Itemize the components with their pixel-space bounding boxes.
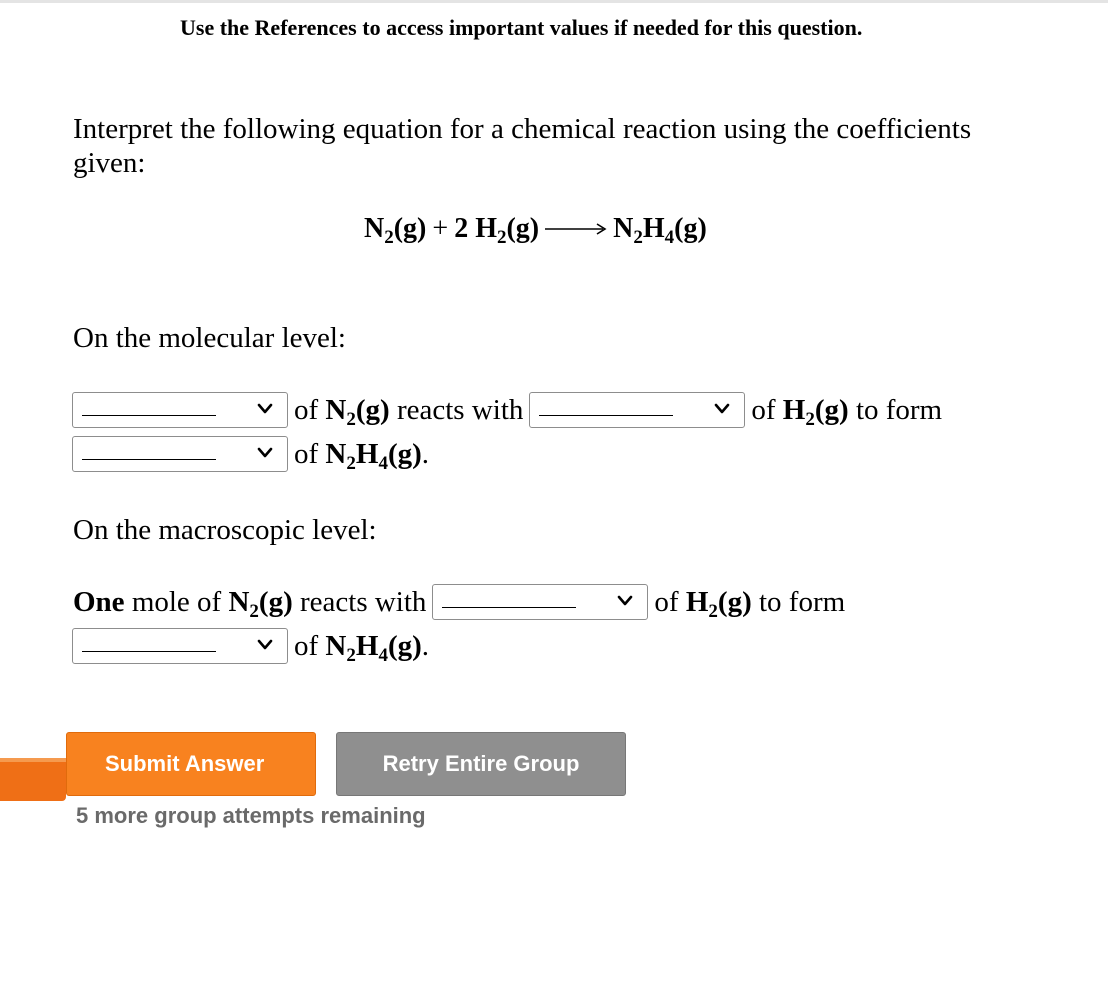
molecular-row-2 (72, 436, 429, 472)
molecular-n2h4-amount-select[interactable] (72, 436, 288, 472)
text-period: . (421, 629, 430, 662)
molecular-row-1 (72, 392, 942, 428)
reaction-arrow-icon (545, 222, 607, 236)
macroscopic-row-1 (73, 584, 845, 620)
text-mole-of: mole of (131, 585, 222, 618)
eq-plus: + (432, 213, 449, 244)
text-reacts-with: reacts with (396, 393, 524, 426)
chevron-down-icon (257, 639, 273, 651)
retry-entire-group-button[interactable]: Retry Entire Group (336, 732, 626, 796)
eq-product: $N_2H_4(g)$ (613, 213, 707, 248)
text-of: of (654, 585, 679, 618)
macroscopic-h2-amount-select[interactable] (432, 584, 648, 620)
chevron-down-icon (257, 403, 273, 415)
macroscopic-row-2 (72, 628, 429, 664)
eq-coefficient: 2 (454, 213, 469, 244)
text-of: of (294, 393, 319, 426)
top-divider (0, 0, 1108, 3)
submit-answer-button[interactable]: Submit Answer (66, 732, 316, 796)
eq-reactant2: $H_2(g)$ (475, 213, 540, 248)
chem-h2: $H_2(g)$ (685, 585, 752, 622)
text-of: of (294, 437, 319, 470)
text-one: One (73, 585, 125, 618)
macroscopic-n2h4-amount-select[interactable] (72, 628, 288, 664)
blank-line (82, 459, 216, 460)
molecular-n2-amount-select[interactable] (72, 392, 288, 428)
references-note: Use the References to access important values if needed for this question. (180, 15, 863, 40)
chevron-down-icon (617, 595, 633, 607)
chem-n2: $N_2(g)$ (325, 393, 390, 430)
chem-n2: $N_2(g)$ (228, 585, 293, 622)
text-period: . (421, 437, 430, 470)
chevron-down-icon (714, 403, 730, 415)
chevron-down-icon (257, 447, 273, 459)
macroscopic-level-label: On the macroscopic level: (73, 514, 377, 546)
text-of: of (751, 393, 776, 426)
text-of: of (294, 629, 319, 662)
chemical-equation (364, 213, 707, 248)
blank-line (442, 607, 576, 608)
eq-reactant1: $N_2(g)$ (364, 213, 427, 248)
attempts-remaining: 5 more group attempts remaining (76, 803, 426, 828)
chem-h2: $H_2(g)$ (782, 393, 849, 430)
blank-line (82, 651, 216, 652)
text-to-form: to form (855, 393, 943, 426)
molecular-level-label: On the molecular level: (73, 322, 346, 354)
text-to-form: to form (758, 585, 846, 618)
side-tab-accent (0, 758, 66, 801)
chem-n2h4: $N_2H_4(g)$ (325, 629, 422, 666)
blank-line (539, 415, 673, 416)
chem-n2h4: $N_2H_4(g)$ (325, 437, 422, 474)
text-reacts-with: reacts with (300, 585, 427, 618)
blank-line (82, 415, 216, 416)
molecular-h2-amount-select[interactable] (529, 392, 745, 428)
question-prompt: Interpret the following equation for a chemical reaction using the coefficients given: (73, 113, 972, 179)
